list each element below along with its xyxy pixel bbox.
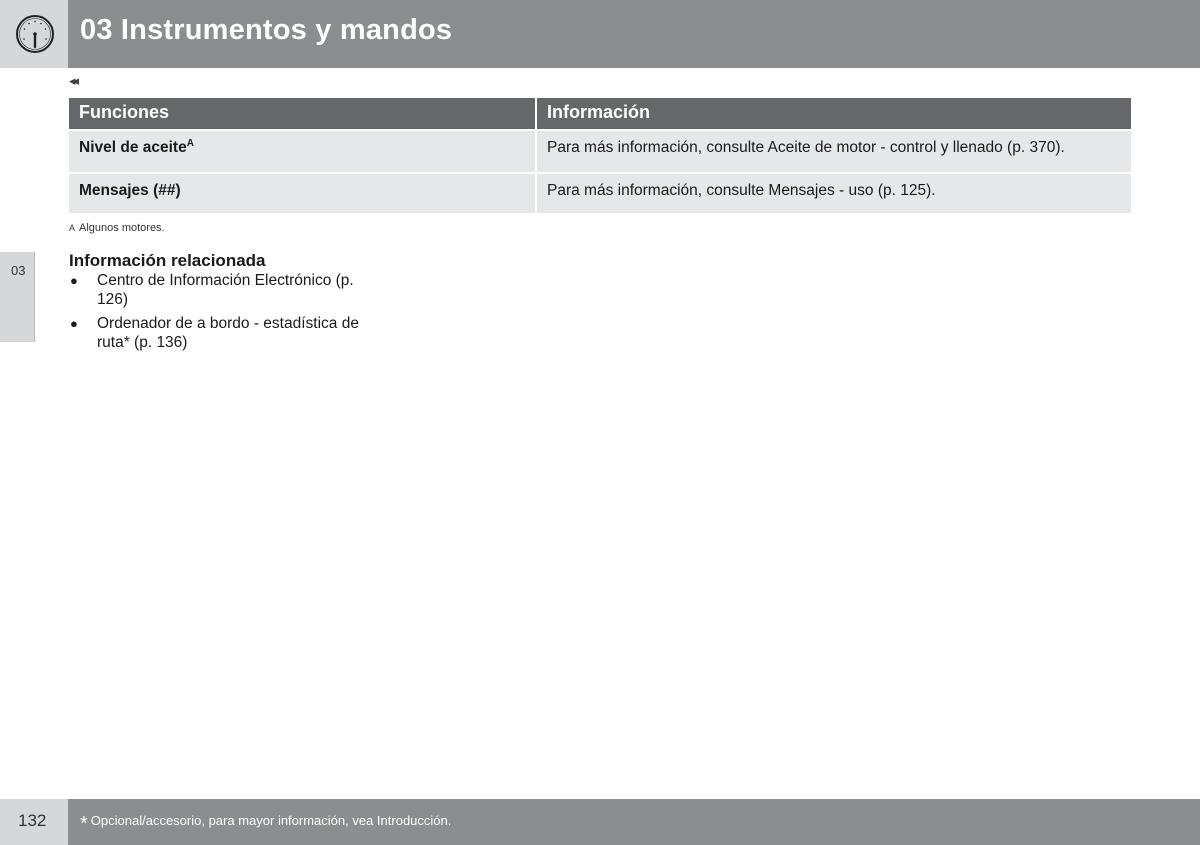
asterisk-icon: * — [80, 813, 88, 835]
chapter-title: 03 Instrumentos y mandos — [80, 14, 453, 46]
list-item — [69, 271, 389, 309]
table-row — [69, 131, 1131, 172]
footnote-text: Algunos motores. — [79, 222, 165, 234]
chapter-icon-box — [0, 0, 68, 68]
related-link[interactable]: Ordenador de a bordo - estadística de ruta* (p. 136) — [97, 315, 359, 351]
bullet-icon: ● — [70, 316, 78, 331]
footer-bar — [68, 799, 1200, 845]
table-cell-info: Para más información, consulte Aceite de motor - control y llenado (p. 370). — [537, 131, 1131, 172]
related-info-title: Información relacionada — [69, 251, 266, 270]
continuation-marker-icon: ◂◂ — [69, 73, 77, 88]
related-link[interactable]: Centro de Información Electrónico (p. 126) — [97, 272, 354, 308]
list-item — [69, 314, 389, 352]
footer-note — [80, 813, 451, 836]
side-tab-label: 03 — [11, 263, 26, 278]
table-cell-function: Mensajes (##) — [69, 174, 535, 213]
function-label: Nivel de aceite — [79, 139, 187, 156]
gauge-icon — [15, 14, 55, 54]
page-number-box — [0, 799, 68, 845]
table-cell-function — [69, 131, 535, 172]
bullet-icon: ● — [70, 273, 78, 288]
header-bar — [68, 0, 1200, 68]
table-row — [69, 174, 1131, 213]
functions-table — [69, 98, 1131, 213]
chapter-side-tab — [0, 252, 35, 342]
column-header-information: Información — [537, 98, 1131, 129]
footnote-mark: A — [69, 223, 76, 233]
page-number: 132 — [18, 811, 47, 830]
footnote-reference: A — [186, 137, 194, 149]
page-header — [0, 0, 1200, 68]
column-header-functions: Funciones — [69, 98, 535, 129]
table-header-row — [69, 98, 1131, 129]
page-footer — [0, 799, 1200, 845]
related-info-list — [69, 271, 389, 357]
table-cell-info: Para más información, consulte Mensajes - uso (p. 125). — [537, 174, 1131, 213]
footer-note-text: Opcional/accesorio, para mayor información, vea Introducción. — [90, 813, 452, 828]
table-footnote — [69, 222, 165, 234]
